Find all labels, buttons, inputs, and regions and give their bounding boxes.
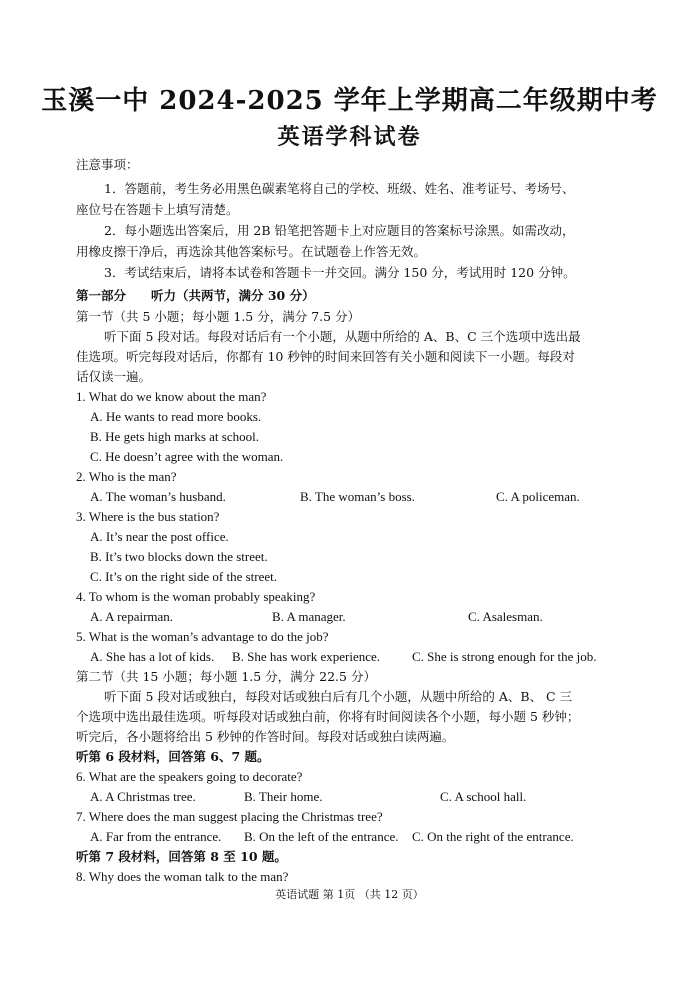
q4-option-c: C. Asalesman.: [468, 609, 543, 624]
question-5: 5. What is the woman’s advantage to do the job?: [76, 629, 329, 644]
section1-instructions-end: 话仅读一遍。: [76, 369, 152, 384]
q6-option-c: C. A school hall.: [440, 789, 527, 804]
page-footer: 英语试题 第 1页 （共 12 页）: [275, 888, 424, 901]
q7-option-c: C. On the right of the entrance.: [412, 829, 574, 844]
notice-item-3: 3．考试结束后，请将本试卷和答题卡一并交回。满分 150 分，考试用时 120 分钟。: [104, 265, 576, 280]
section1-instructions: 听下面 5 段对话。每段对话后有一个小题，从题中所给的 A、B、C 三个选项中选出最: [104, 329, 581, 344]
section2-instructions-cont: 个选项中选出最佳选项。听每段对话或独白前，你将有时间阅读各个小题，每小题 5 秒钟；: [76, 709, 580, 724]
question-7: 7. Where does the man suggest placing the Christmas tree?: [76, 809, 383, 824]
q4-option-b: B. A manager.: [272, 609, 346, 624]
question-1: 1. What do we know about the man?: [76, 389, 267, 404]
section2-instructions: 听下面 5 段对话或独白，每段对话或独白后有几个小题，从题中所给的 A、B、 C 三: [104, 689, 573, 704]
question-8: 8. Why does the woman talk to the man?: [76, 869, 289, 884]
notice-heading: 注意事项：: [76, 157, 139, 172]
q6-option-a: A. A Christmas tree.: [90, 789, 196, 804]
q1-option-c: C. He doesn’t agree with the woman.: [90, 449, 284, 464]
question-6: 6. What are the speakers going to decorate?: [76, 769, 303, 784]
exam-subtitle: 英语学科试卷: [277, 124, 422, 150]
section1-instructions-cont: 佳选项。听完每段对话后，你都有 10 秒钟的时间来回答有关小题和阅读下一小题。每段对: [76, 349, 575, 364]
material-7-heading: 听第 7 段材料，回答第 8 至 10 题。: [76, 849, 287, 864]
q6-option-b: B. Their home.: [244, 789, 323, 804]
q2-option-a: A. The woman’s husband.: [90, 489, 226, 504]
q7-option-a: A. Far from the entrance.: [90, 829, 222, 844]
question-4: 4. To whom is the woman probably speaking?: [76, 589, 316, 604]
notice-item-1: 1．答题前，考生务必用黑色碳素笔将自己的学校、班级、姓名、准考证号、考场号、: [104, 181, 575, 196]
notice-item-2: 2．每小题选出答案后，用 2B 铅笔把答题卡上对应题目的答案标号涂黑。如需改动，: [104, 223, 575, 238]
material-6-heading: 听第 6 段材料，回答第 6、7 题。: [76, 749, 270, 764]
notice-item-1-cont: 座位号在答题卡上填写清楚。: [76, 202, 239, 217]
section2-heading: 第二节（共 15 小题；每小题 1.5 分，满分 22.5 分）: [76, 669, 376, 684]
q3-option-a: A. It’s near the post office.: [90, 529, 229, 544]
part1-heading: 第一部分 听力（共两节，满分 30 分）: [76, 288, 315, 303]
question-3: 3. Where is the bus station?: [76, 509, 220, 524]
section2-instructions-end: 听完后，各小题将给出 5 秒钟的作答时间。每段对话或独白读两遍。: [76, 729, 455, 744]
question-2: 2. Who is the man?: [76, 469, 177, 484]
notice-item-2-cont: 用橡皮擦干净后，再选涂其他答案标号。在试题卷上作答无效。: [76, 244, 427, 259]
q5-option-a: A. She has a lot of kids.: [90, 649, 215, 664]
exam-title: 玉溪一中 2024-2025 学年上学期高二年级期中考: [41, 86, 658, 116]
q7-option-b: B. On the left of the entrance.: [244, 829, 399, 844]
q4-option-a: A. A repairman.: [90, 609, 174, 624]
q5-option-c: C. She is strong enough for the job.: [412, 649, 597, 664]
q2-option-c: C. A policeman.: [496, 489, 580, 504]
q1-option-b: B. He gets high marks at school.: [90, 429, 259, 444]
q5-option-b: B. She has work experience.: [232, 649, 381, 664]
section1-heading: 第一节（共 5 小题；每小题 1.5 分，满分 7.5 分）: [76, 309, 361, 324]
q3-option-c: C. It’s on the right side of the street.: [90, 569, 278, 584]
q2-option-b: B. The woman’s boss.: [300, 489, 415, 504]
q1-option-a: A. He wants to read more books.: [90, 409, 262, 424]
q3-option-b: B. It’s two blocks down the street.: [90, 549, 268, 564]
